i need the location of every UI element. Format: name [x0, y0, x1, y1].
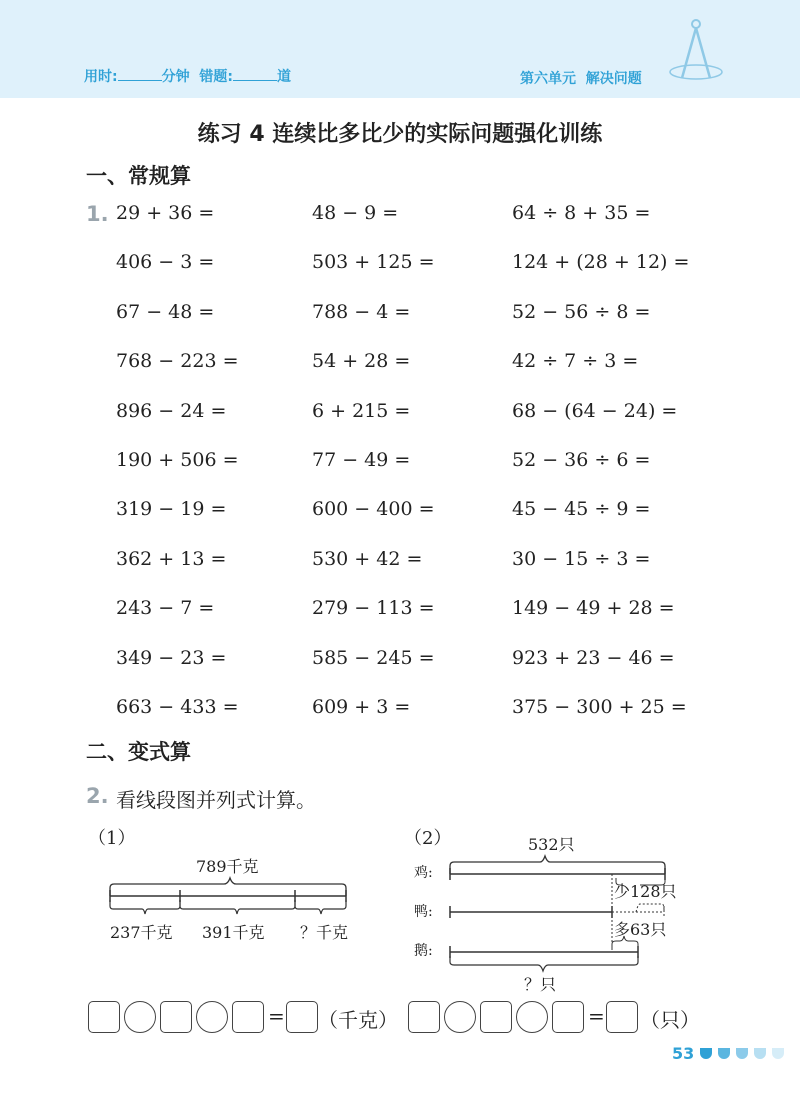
operator-circle[interactable]: [444, 1001, 476, 1033]
unit-label: 第六单元: [520, 71, 576, 87]
equation: 362 + 13 =: [116, 548, 227, 570]
answer-box[interactable]: [408, 1001, 440, 1033]
equation: 52 − 36 ÷ 6 =: [512, 449, 651, 471]
equation: 585 − 245 =: [312, 647, 435, 669]
result-box[interactable]: [606, 1001, 638, 1033]
equation: 6 + 215 =: [312, 400, 411, 422]
part-1-total: 789千克: [196, 857, 259, 876]
page-dot: [700, 1048, 712, 1059]
equation: 54 + 28 =: [312, 350, 411, 372]
equation: 530 + 42 =: [312, 548, 423, 570]
page-number: 53: [672, 1044, 695, 1063]
equals-sign: =: [588, 1004, 605, 1028]
wavy-edge: [0, 86, 800, 104]
answer-box[interactable]: [552, 1001, 584, 1033]
equation: 52 − 56 ÷ 8 =: [512, 301, 651, 323]
equation: 600 − 400 =: [312, 498, 435, 520]
equation: 923 + 23 − 46 =: [512, 647, 675, 669]
part-2-label: （2）: [404, 828, 452, 849]
part-2-less: 少128只: [614, 882, 677, 901]
brace-c: [295, 900, 346, 914]
total-brace: [110, 878, 346, 896]
equation: 788 − 4 =: [312, 301, 411, 323]
section-routine-calc: 一、常规算: [86, 164, 191, 188]
equation: 663 − 433 =: [116, 696, 239, 718]
page-dot: [754, 1048, 766, 1059]
equation: 319 − 19 =: [116, 498, 227, 520]
part-1-seg-a: 237千克: [110, 923, 173, 942]
equation: 42 ÷ 7 ÷ 3 =: [512, 350, 639, 372]
equation: 503 + 125 =: [312, 251, 435, 273]
answer-box[interactable]: [480, 1001, 512, 1033]
time-blank: [118, 66, 162, 81]
unit-topic: 解决问题: [585, 71, 642, 87]
brace-b: [180, 900, 295, 914]
goose-total-brace: [450, 956, 638, 971]
time-label: 用时:: [84, 69, 118, 85]
row-duck-label: 鸭:: [414, 904, 433, 920]
equation: 768 − 223 =: [116, 350, 239, 372]
equation: 279 − 113 =: [312, 597, 435, 619]
equation: 30 − 15 ÷ 3 =: [512, 548, 651, 570]
compass-icon: [668, 18, 732, 82]
equation: 406 − 3 =: [116, 251, 215, 273]
equation: 243 − 7 =: [116, 597, 215, 619]
equation: 149 − 49 + 28 =: [512, 597, 675, 619]
operator-circle[interactable]: [196, 1001, 228, 1033]
equation: 68 − (64 − 24) =: [512, 400, 678, 422]
count-label: 道: [276, 69, 291, 85]
question-2-instruction: 看线段图并列式计算。: [116, 788, 316, 812]
equation: 45 − 45 ÷ 9 =: [512, 498, 651, 520]
time-errors-record: [84, 66, 291, 86]
equation: 64 ÷ 8 + 35 =: [512, 202, 651, 224]
part-1-seg-b: 391千克: [202, 923, 265, 942]
unit-heading: [520, 68, 642, 88]
errors-blank: [233, 66, 277, 81]
part-2-total: 532只: [528, 835, 575, 854]
row-goose-label: 鹅:: [414, 943, 433, 959]
equation: 67 − 48 =: [116, 301, 215, 323]
minute-label: 分钟: [161, 69, 190, 85]
answer-box[interactable]: [160, 1001, 192, 1033]
operator-circle[interactable]: [124, 1001, 156, 1033]
part-2-answer-unit: （只）: [640, 1008, 700, 1032]
operator-circle[interactable]: [516, 1001, 548, 1033]
equation: 77 − 49 =: [312, 449, 411, 471]
errors-label: 错题:: [199, 69, 233, 85]
question-2-number: 2.: [86, 784, 109, 808]
equation: 48 − 9 =: [312, 202, 399, 224]
part-2-more: 多63只: [614, 920, 667, 939]
part-1-answer-unit: （千克）: [318, 1008, 398, 1032]
equation: 609 + 3 =: [312, 696, 411, 718]
brace-a: [110, 900, 180, 914]
part-1-label: （1）: [88, 828, 136, 849]
equation: 896 − 24 =: [116, 400, 227, 422]
equation: 349 − 23 =: [116, 647, 227, 669]
equals-sign: =: [268, 1004, 285, 1028]
equation: 29 + 36 =: [116, 202, 215, 224]
page-dot: [718, 1048, 730, 1059]
page-dot: [736, 1048, 748, 1059]
equation: 124 + (28 + 12) =: [512, 251, 690, 273]
equation: 190 + 506 =: [116, 449, 239, 471]
section-variant-calc: 二、变式算: [86, 740, 191, 764]
result-box[interactable]: [286, 1001, 318, 1033]
page-title: 练习 4 连续比多比少的实际问题强化训练: [197, 122, 603, 147]
row-chicken-label: 鸡:: [414, 865, 433, 881]
question-1-number: 1.: [86, 202, 109, 226]
part-1-seg-c: ？千克: [300, 923, 349, 942]
part-2-unknown: ？只: [524, 975, 557, 994]
answer-box[interactable]: [88, 1001, 120, 1033]
equation: 375 − 300 + 25 =: [512, 696, 687, 718]
answer-box[interactable]: [232, 1001, 264, 1033]
chicken-total-brace: [450, 856, 665, 874]
page-dot: [772, 1048, 784, 1059]
part-1-segment-diagram: [100, 872, 360, 922]
